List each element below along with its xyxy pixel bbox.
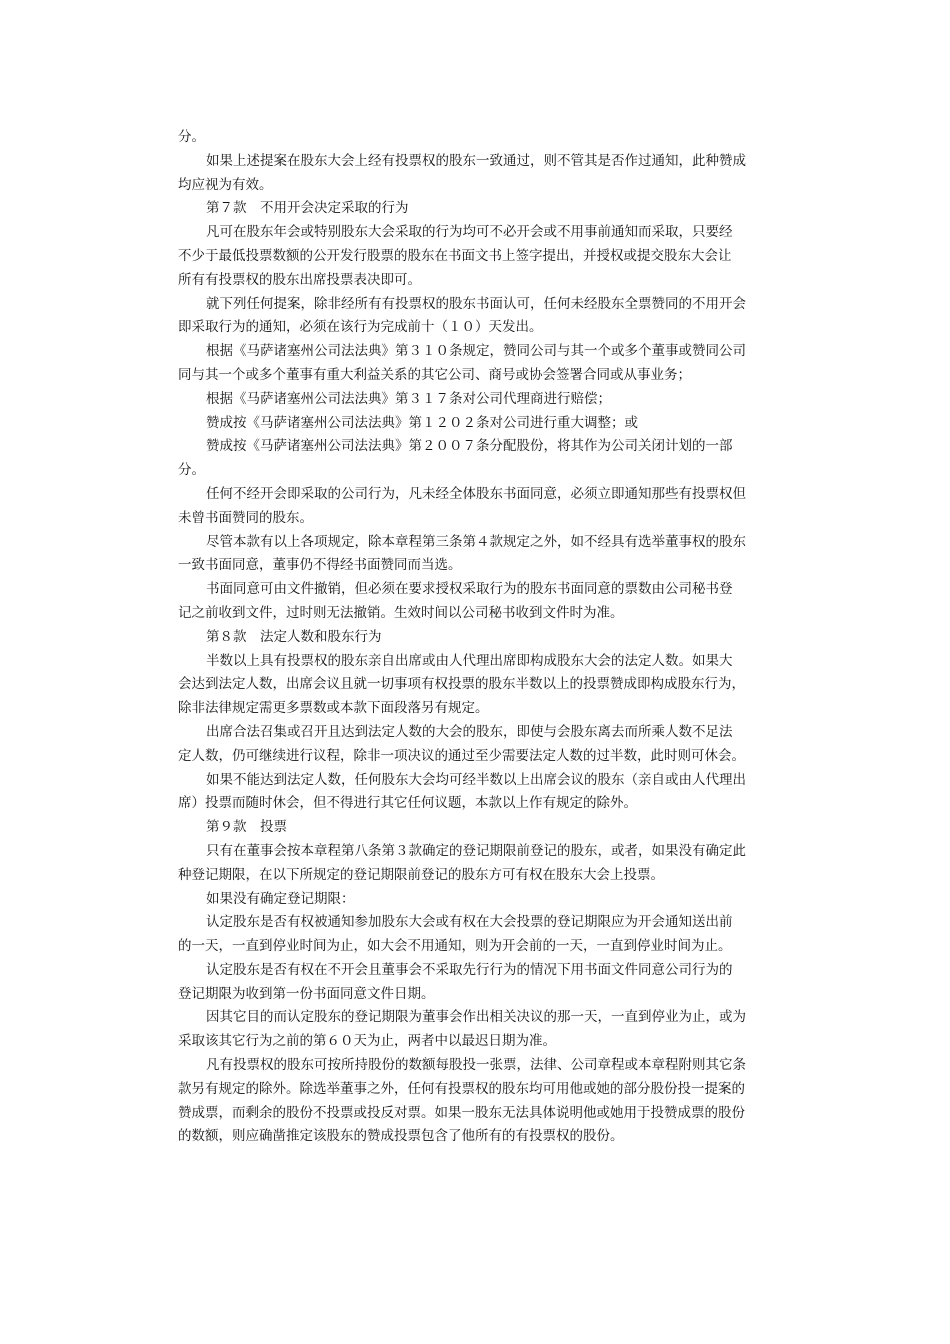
text-line: 除非法律规定需更多票数或本款下面段落另有规定。 xyxy=(178,700,489,717)
text-line: 即采取行为的通知，必须在该行为完成前十（１０）天发出。 xyxy=(178,319,543,336)
text-line: 凡有投票权的股东可按所持股份的数额每股投一张票，法律、公司章程或本章程附则其它条 xyxy=(206,1057,746,1074)
text-line: 登记期限为收到第一份书面同意文件日期。 xyxy=(178,985,435,1002)
text-line: 款另有规定的除外。除选举董事之外，任何有投票权的股东均可用他或她的部分股份投一提案的 xyxy=(178,1080,745,1097)
text-line: 认定股东是否有权在不开会且董事会不采取先行行为的情况下用书面文件同意公司行为的 xyxy=(206,961,733,978)
text-line: 第８款 法定人数和股东行为 xyxy=(206,628,382,645)
text-line: 不少于最低投票数额的公开发行股票的股东在书面文书上签字提出，并授权或提交股东大会让 xyxy=(178,247,732,264)
text-line: 认定股东是否有权被通知参加股东大会或有权在大会投票的登记期限应为开会通知送出前 xyxy=(206,914,733,931)
text-line: 的数额，则应确凿推定该股东的赞成投票包含了他所有的有投票权的股份。 xyxy=(178,1128,624,1145)
document-body xyxy=(178,126,772,1149)
text-line: 如果上述提案在股东大会上经有投票权的股东一致通过，则不管其是否作过通知，此种赞成 xyxy=(206,152,746,169)
text-line: 就下列任何提案，除非经所有有投票权的股东书面认可，任何未经股东全票赞同的不用开会 xyxy=(206,295,746,312)
text-line: 席）投票而随时休会，但不得进行其它任何议题，本款以上作有规定的除外。 xyxy=(178,795,637,812)
text-line: 如果不能达到法定人数，任何股东大会均可经半数以上出席会议的股东（亲自或由人代理出 xyxy=(206,771,746,788)
text-line: 半数以上具有投票权的股东亲自出席或由人代理出席即构成股东大会的法定人数。如果大 xyxy=(206,652,733,669)
text-line: 定人数，仍可继续进行议程，除非一项决议的通过至少需要法定人数的过半数，此时则可休会。 xyxy=(178,747,745,764)
text-line: 分。 xyxy=(178,462,205,479)
text-line: 根据《马萨诸塞州公司法法典》第３１０条规定，赞同公司与其一个或多个董事或赞同公司 xyxy=(206,343,746,360)
text-line: 会达到法定人数，出席会议且就一切事项有权投票的股东半数以上的投票赞成即构成股东行为， xyxy=(178,676,745,693)
text-line: 赞成按《马萨诸塞州公司法法典》第１２０２条对公司进行重大调整；或 xyxy=(206,414,638,431)
text-line: 赞成按《马萨诸塞州公司法法典》第２００７条分配股份，将其作为公司关闭计划的一部 xyxy=(206,438,733,455)
text-line: 尽管本款有以上各项规定，除本章程第三条第４款规定之外，如不经具有选举董事权的股东 xyxy=(206,533,746,550)
text-line: 第９款 投票 xyxy=(206,819,287,836)
text-line: 出席合法召集或召开且达到法定人数的大会的股东，即使与会股东离去而所乘人数不足法 xyxy=(206,723,733,740)
text-line: 任何不经开会即采取的公司行为，凡未经全体股东书面同意，必须立即通知那些有投票权但 xyxy=(206,485,746,502)
text-line: 因其它目的而认定股东的登记期限为董事会作出相关决议的那一天，一直到停业为止，或为 xyxy=(206,1009,746,1026)
text-line: 所有有投票权的股东出席投票表决即可。 xyxy=(178,271,421,288)
text-line: 根据《马萨诸塞州公司法法典》第３１７条对公司代理商进行赔偿； xyxy=(206,390,611,407)
text-line: 未曾书面赞同的股东。 xyxy=(178,509,313,526)
text-line: 同与其一个或多个董事有重大利益关系的其它公司、商号或协会签署合同或从事业务； xyxy=(178,366,691,383)
text-line: 第７款 不用开会决定采取的行为 xyxy=(206,200,409,217)
text-line: 的一天，一直到停业时间为止，如大会不用通知，则为开会前的一天，一直到停业时间为止。 xyxy=(178,938,732,955)
text-line: 种登记期限，在以下所规定的登记期限前登记的股东方可有权在股东大会上投票。 xyxy=(178,866,664,883)
text-line: 凡可在股东年会或特别股东大会采取的行为均可不必开会或不用事前通知而采取，只要经 xyxy=(206,224,733,241)
text-line: 书面同意可由文件撤销，但必须在要求授权采取行为的股东书面同意的票数由公司秘书登 xyxy=(206,581,733,598)
text-line: 如果没有确定登记期限： xyxy=(206,890,355,907)
text-line: 赞成票，而剩余的股份不投票或投反对票。如果一股东无法具体说明他或她用于投赞成票的股份 xyxy=(178,1104,745,1121)
text-line: 分。 xyxy=(178,129,205,145)
text-line: 采取该其它行为之前的第６０天为止，两者中以最迟日期为准。 xyxy=(178,1033,556,1050)
text-line: 均应视为有效。 xyxy=(178,176,273,193)
text-line: 只有在董事会按本章程第八条第３款确定的登记期限前登记的股东，或者，如果没有确定此 xyxy=(206,842,746,859)
text-line: 记之前收到文件，过时则无法撤销。生效时间以公司秘书收到文件时为准。 xyxy=(178,604,624,621)
text-line: 一致书面同意，董事仍不得经书面赞同而当选。 xyxy=(178,557,462,574)
